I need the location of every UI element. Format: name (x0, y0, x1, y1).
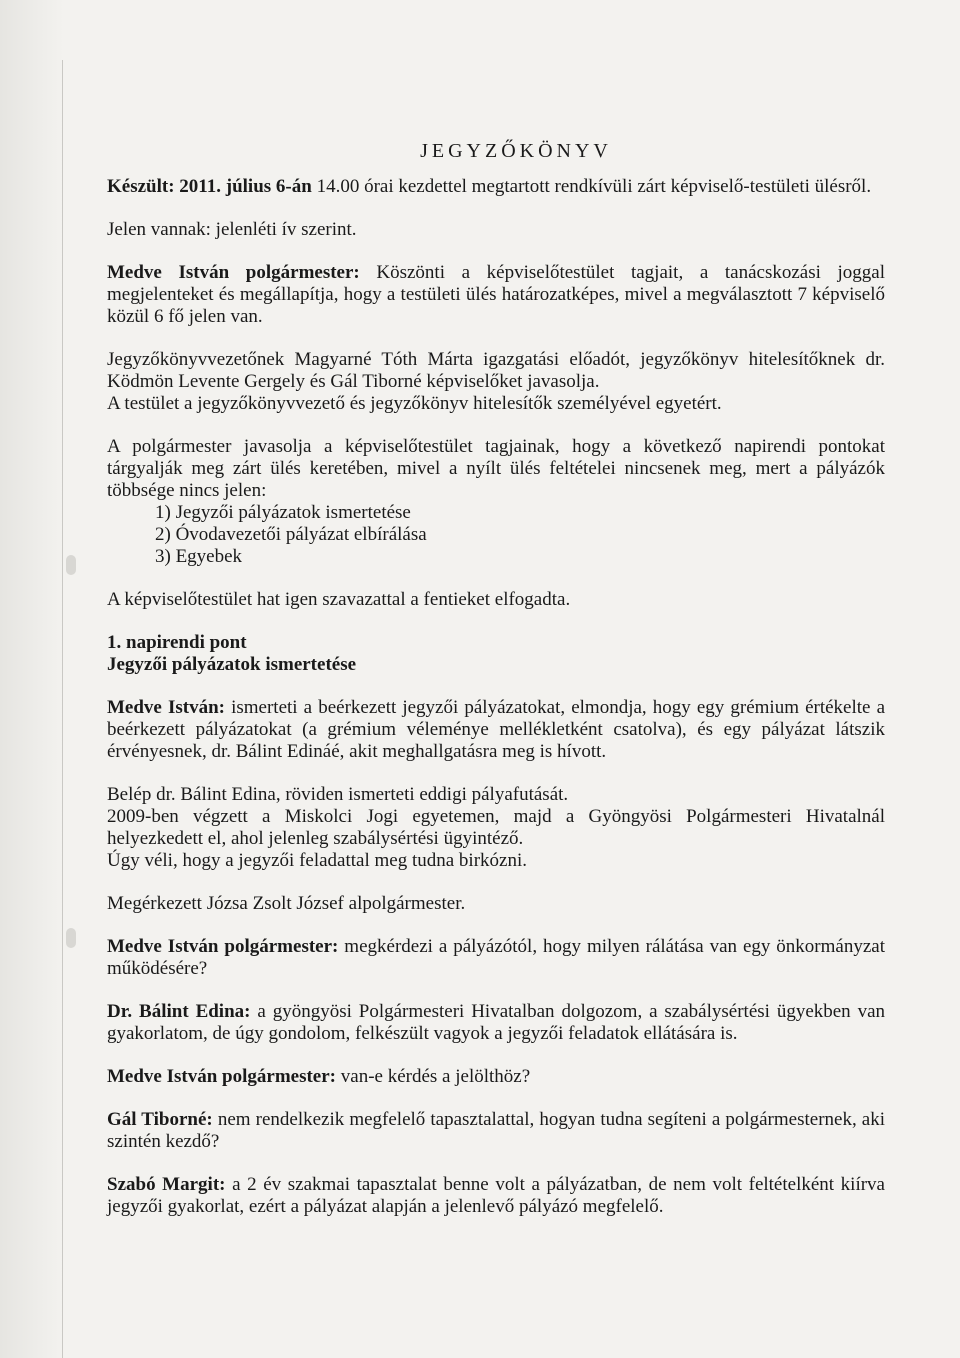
speaker-name: Gál Tiborné: (107, 1109, 213, 1130)
statement-text: a gyöngyösi Polgármesteri Hivatalban dolgozom, a szabálysértési ügyekben van gyakorlatom, de úgy gondolom, felkészült vagyok a jegyzői feladatok ellátására is. (107, 1001, 886, 1044)
candidate-line: 2009-ben végzett a Miskolci Jogi egyetemen, majd a Gyöngyösi Polgármesteri Hivatalnál helyezkedett el, ahol jelenleg szabálysértési ügyintéző. (107, 806, 885, 849)
opening-speaker: Medve István polgármester: (107, 262, 360, 283)
candidate-paragraph (107, 784, 885, 872)
scan-fold-line (62, 60, 63, 1358)
statement-paragraph (107, 1066, 885, 1088)
section-number: 1. napirendi pont (107, 632, 247, 653)
statement-text: a 2 év szakmai tapasztalat benne volt a pályázatban, de nem volt feltételként kiírva jegyzői gyakorlat, ezért a pályázat alapján a jelenlevő pályázó megfelelő. (107, 1174, 885, 1217)
intro-paragraph (107, 176, 885, 198)
minutes-keepers-line: Jegyzőkönyvvezetőnek Magyarné Tóth Márta igazgatási előadót, jegyzőkönyv hitelesítőknek dr. Ködmön Levente Gergely és Gál Tiborné képviselőket javasolja. (107, 349, 885, 392)
agenda-vote: A képviselőtestület hat igen szavazattal a fentieket elfogadta. (107, 589, 571, 610)
statement-paragraph (107, 936, 885, 980)
speaker-name: Szabó Margit: (107, 1174, 226, 1195)
statement-text: ismerteti a beérkezett jegyzői pályázatokat, elmondja, hogy egy grémium értékelte a beérkezett pályázatokat (a grémium véleménye mellékletként csatolva), és egy pályázat látszik érvényesnek, dr. Bálint Edináé, akit meghallgatásra meg is hívott. (107, 697, 886, 762)
statement-paragraph (107, 697, 885, 763)
agenda-item: 2) Óvodavezetői pályázat elbírálása (155, 524, 427, 545)
present-line: Jelen vannak: jelenléti ív szerint. (107, 219, 357, 240)
speaker-name: Medve István polgármester: (107, 1066, 337, 1087)
punch-hole-lower (66, 928, 76, 948)
agenda-item: 1) Jegyzői pályázatok ismertetése (155, 502, 411, 523)
statement-paragraph (107, 1174, 885, 1218)
statement-paragraph (107, 1109, 885, 1153)
intro-text: 14.00 órai kezdettel megtartott rendkívüli zárt képviselő-testületi ülésről. (316, 176, 872, 197)
statement-text: megkérdezi a pályázótól, hogy milyen rálátása van egy önkormányzat működésére? (107, 936, 885, 979)
document-page (107, 140, 885, 1239)
minutes-keepers-paragraph (107, 349, 885, 415)
agenda-item: 3) Egyebek (155, 546, 243, 567)
agenda-intro: A polgármester javasolja a képviselőtestület tagjainak, hogy a következő napirendi pontokat tárgyalják meg zárt ülés keretében, mivel a nyílt ülés feltételei nincsenek meg, mert a pályázók többsége nincs jelen: (107, 436, 885, 501)
speaker-name: Medve István polgármester: (107, 936, 339, 957)
statement-text: van-e kérdés a jelölthöz? (340, 1066, 531, 1087)
candidate-line: Belép dr. Bálint Edina, röviden ismerteti eddigi pályafutását. (107, 784, 569, 805)
minutes-keepers-line: A testület a jegyzőkönyvvezető és jegyzőkönyv hitelesítők személyével egyetért. (107, 393, 722, 414)
section-title: Jegyzői pályázatok ismertetése (107, 654, 357, 675)
speaker-name: Dr. Bálint Edina: (107, 1001, 251, 1022)
opening-paragraph (107, 262, 885, 328)
statement-paragraph (107, 1001, 885, 1045)
intro-label: Készült: 2011. július 6-án (107, 176, 312, 197)
punch-hole-upper (66, 555, 76, 575)
section-heading (107, 632, 885, 676)
agenda-list (107, 502, 885, 568)
statement-text: nem rendelkezik megfelelő tapasztalattal, hogyan tudna segíteni a polgármesternek, aki szintén kezdő? (107, 1109, 886, 1152)
candidate-line: Úgy véli, hogy a jegyzői feladattal meg tudna birkózni. (107, 850, 527, 871)
opening-text: Köszönti a képviselőtestület tagjait, a tanácskozási joggal megjelenteket és megállapítja, hogy a testületi ülés határozatképes, mivel a megválasztott 7 képviselő közül 6 fő jelen van. (107, 262, 885, 327)
speaker-name: Medve István: (107, 697, 225, 718)
scan-margin (0, 0, 64, 1358)
arrival-paragraph: Megérkezett Józsa Zsolt József alpolgármester. (107, 893, 466, 914)
document-title: JEGYZŐKÖNYV (420, 140, 612, 162)
